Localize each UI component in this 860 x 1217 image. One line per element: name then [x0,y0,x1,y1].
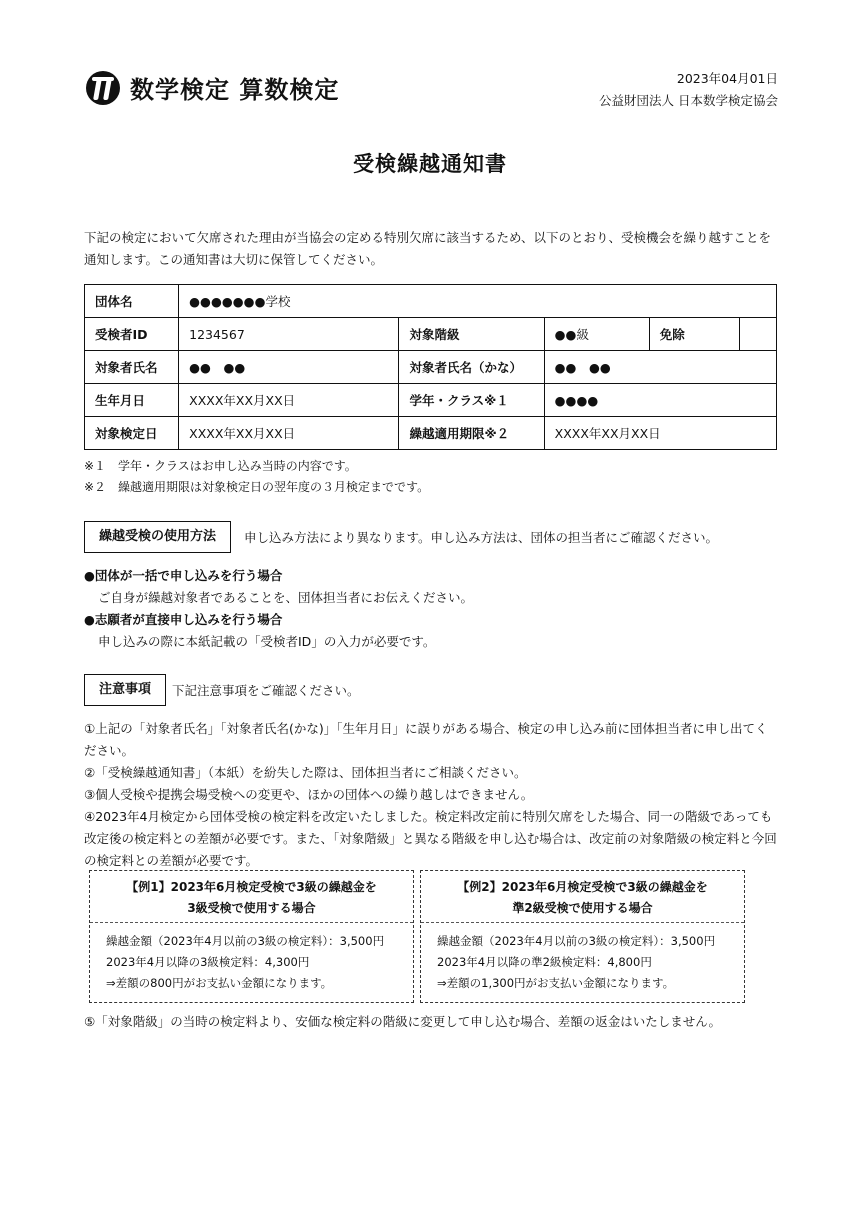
example-box-2 [420,870,745,1003]
deadline-label: 繰越適用期限※２ [399,417,544,450]
example-2-line-2: 2023年4月以降の準2級検定料：4,800円 [437,955,652,969]
footnote-2: ※２ 繰越適用期限は対象検定日の翌年度の３月検定までです。 [84,480,430,494]
exam-date-value: XXXX年XX月XX日 [179,417,399,450]
name-label: 対象者氏名 [85,351,179,384]
cautions-heading: 注意事項 [84,674,166,706]
name-value: ●● ●● [179,351,399,384]
table-row [85,417,777,450]
logo-text: 数学検定 算数検定 [130,76,340,104]
document-title: 受検繰越通知書 [353,152,507,176]
example-2-line-1: 繰越金額（2023年4月以前の3級の検定料）：3,500円 [437,934,716,948]
example-1-line-1: 繰越金額（2023年4月以前の3級の検定料）：3,500円 [106,934,385,948]
grade-class-value: ●●●● [544,384,776,417]
case2-text: 申し込みの際に本紙記載の「受検者ID」の入力が必要です。 [98,634,436,649]
caution-item-2: ②「受検繰越通知書」（本紙）を紛失した際は、団体担当者にご相談ください。 [84,765,527,780]
footnote-1: ※１ 学年・クラスはお申し込み当時の内容です。 [84,459,357,473]
birthdate-label: 生年月日 [85,384,179,417]
caution-item-1: ①上記の「対象者氏名」「対象者氏名(かな)」「生年月日」に誤りがある場合、検定の申し込み前に団体担当者に申し出てください。 [84,721,768,758]
example-1-title-line-2: 3級受検で使用する場合 [187,901,316,915]
example-1-title-line-1: 【例1】2023年6月検定受検で3級の繰越金を [126,880,377,894]
example-2-title-line-2: 準2級受検で使用する場合 [512,901,653,915]
exemption-value [739,318,776,351]
grade-class-label: 学年・クラス※１ [399,384,544,417]
table-row [85,318,777,351]
kana-name-label: 対象者氏名（かな） [399,351,544,384]
example-1-line-2: 2023年4月以降の3級検定料：4,300円 [106,955,310,969]
caution-item-3: ③個人受検や提携会場受検への変更や、ほかの団体への繰り越しはできません。 [84,787,534,802]
group-value: ●●●●●●●学校 [179,285,777,318]
cautions-text: 下記注意事項をご確認ください。 [172,683,360,698]
example-box-1 [89,870,414,1003]
birthdate-value: XXXX年XX月XX日 [179,384,399,417]
usage-cases [84,565,473,653]
issuer-organization: 公益財団法人 日本数学検定協会 [599,93,778,108]
usage-text: 申し込み方法により異なります。申し込み方法は、団体の担当者にご確認ください。 [244,530,719,545]
example-2-title-line-1: 【例2】2023年6月検定受検で3級の繰越金を [457,880,708,894]
example-1-line-3: ⇒差額の800円がお支払い金額になります。 [106,976,333,990]
issue-date: 2023年04月01日 [676,71,778,86]
caution-item-4: ④2023年4月検定から団体受検の検定料を改定いたしました。検定料改定前に特別欠席をした場合、同一の階級であっても改定後の検定料との差額が必要です。また、「対象階級」と異なる階級を申し込む場合は、改定前の対象階級の検定料と今回の検定料との差額が必要です。 [84,809,777,868]
examinee-id-value: 1234567 [179,318,399,351]
intro-paragraph: 下記の検定において欠席された理由が当協会の定める特別欠席に該当するため、以下のとおり、受検機会を繰り越すことを通知します。この通知書は大切に保管してください。 [84,230,772,267]
case1-text: ご自身が繰越対象者であることを、団体担当者にお伝えください。 [98,590,474,605]
kana-name-value: ●● ●● [544,351,776,384]
target-level-label: 対象階級 [399,318,544,351]
group-label: 団体名 [85,285,179,318]
examinee-id-label: 受検者ID [85,318,179,351]
target-level-value: ●●級 [544,318,649,351]
footnotes [84,456,429,498]
logo [86,70,339,105]
table-row [85,351,777,384]
usage-heading: 繰越受検の使用方法 [84,521,231,553]
logo-mark-icon [86,71,120,105]
exemption-label: 免除 [649,318,739,351]
caution-list [84,718,779,872]
exam-date-label: 対象検定日 [85,417,179,450]
table-row [85,384,777,417]
example-2-line-3: ⇒差額の1,300円がお支払い金額になります。 [437,976,675,990]
case2-title: ●志願者が直接申し込みを行う場合 [84,612,283,627]
table-row [85,285,777,318]
deadline-value: XXXX年XX月XX日 [544,417,776,450]
caution-item-5: ⑤「対象階級」の当時の検定料より、安価な検定料の階級に変更して申し込む場合、差額の返金はいたしません。 [84,1014,721,1029]
case1-title: ●団体が一括で申し込みを行う場合 [84,568,283,583]
info-table [84,284,777,450]
issuer-block [599,68,778,112]
